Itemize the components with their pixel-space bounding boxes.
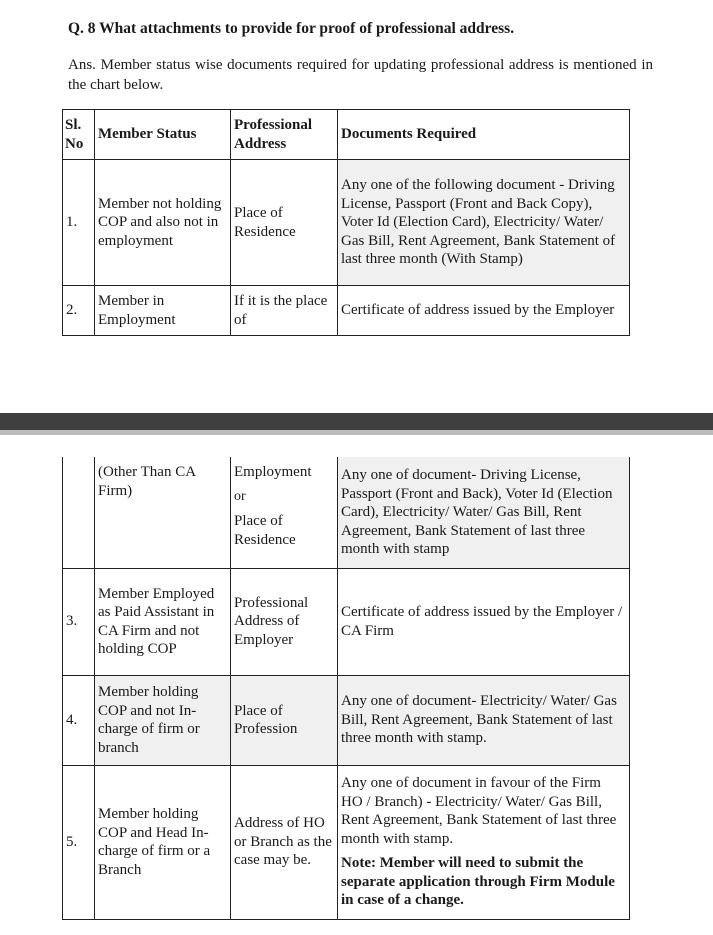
row-docs-text: Any one of document in favour of the Firm HO / Branch) - Electricity/ Water/ Gas Bill, Rent Agreement, Bank Statement of last three month with stamp. (341, 775, 617, 847)
header-sl-no: Sl. No (63, 110, 95, 160)
header-documents-required: Documents Required (338, 110, 630, 160)
row-sl (63, 457, 95, 568)
row-note: Note: Member will need to submit the separate application through Firm Module in case of a change. (341, 855, 615, 909)
row-docs: Certificate of address issued by the Employer / CA Firm (338, 568, 630, 675)
header-member-status: Member Status (95, 110, 231, 160)
table-header-row (63, 110, 630, 160)
documents-table-page1 (62, 109, 630, 336)
row-status: Member holding COP and not In-charge of firm or branch (95, 675, 231, 765)
table-row (63, 457, 630, 568)
row-prof-address: If it is the place of (231, 286, 338, 336)
page-break-bar (0, 413, 713, 430)
row-sl: 2. (63, 286, 95, 336)
row-status: (Other Than CA Firm) (95, 457, 231, 568)
row-docs: Any one of document- Driving License, Passport (Front and Back), Voter Id (Election Card), Electricity/ Water/ Gas Bill, Rent Agreement, Bank Statement of last three month with stamp (338, 457, 630, 568)
row-prof-address (231, 457, 338, 568)
row-status: Member in Employment (95, 286, 231, 336)
table-row (63, 675, 630, 765)
row-sl: 5. (63, 765, 95, 919)
table-row (63, 286, 630, 336)
table-row (63, 765, 630, 919)
answer-text: Ans. Member status wise documents required for updating professional address is mentioned in the chart below. (68, 57, 653, 93)
row-status: Member Employed as Paid Assistant in CA Firm and not holding COP (95, 568, 231, 675)
row-docs: Any one of the following document - Driving License, Passport (Front and Back Copy), Voter Id (Election Card), Electricity/ Water/ Gas Bill, Rent Agreement, Bank Statement of last three month (With Stamp) (338, 160, 630, 286)
prof-or: or (234, 488, 246, 504)
row-prof-address: Address of HO or Branch as the case may be. (231, 765, 338, 919)
row-prof-address: Place of Profession (231, 675, 338, 765)
row-prof-address: Professional Address of Employer (231, 568, 338, 675)
row-docs: Certificate of address issued by the Employer (338, 286, 630, 336)
row-docs: Any one of document- Electricity/ Water/ Gas Bill, Rent Agreement, Bank Statement of last three month with stamp. (338, 675, 630, 765)
question-title: Q. 8 What attachments to provide for proof of professional address. (68, 20, 515, 37)
prof-employment: Employment (234, 464, 312, 480)
row-status: Member not holding COP and also not in employment (95, 160, 231, 286)
row-sl: 1. (63, 160, 95, 286)
row-status: Member holding COP and Head In-charge of firm or a Branch (95, 765, 231, 919)
prof-residence: Place of Residence (234, 513, 296, 548)
row-sl: 4. (63, 675, 95, 765)
page-break-shadow (0, 430, 713, 435)
row-sl: 3. (63, 568, 95, 675)
documents-table-page2 (62, 457, 630, 920)
row-docs (338, 765, 630, 919)
row-prof-address: Place of Residence (231, 160, 338, 286)
table-row (63, 160, 630, 286)
table-row (63, 568, 630, 675)
header-professional-address: Professional Address (231, 110, 338, 160)
